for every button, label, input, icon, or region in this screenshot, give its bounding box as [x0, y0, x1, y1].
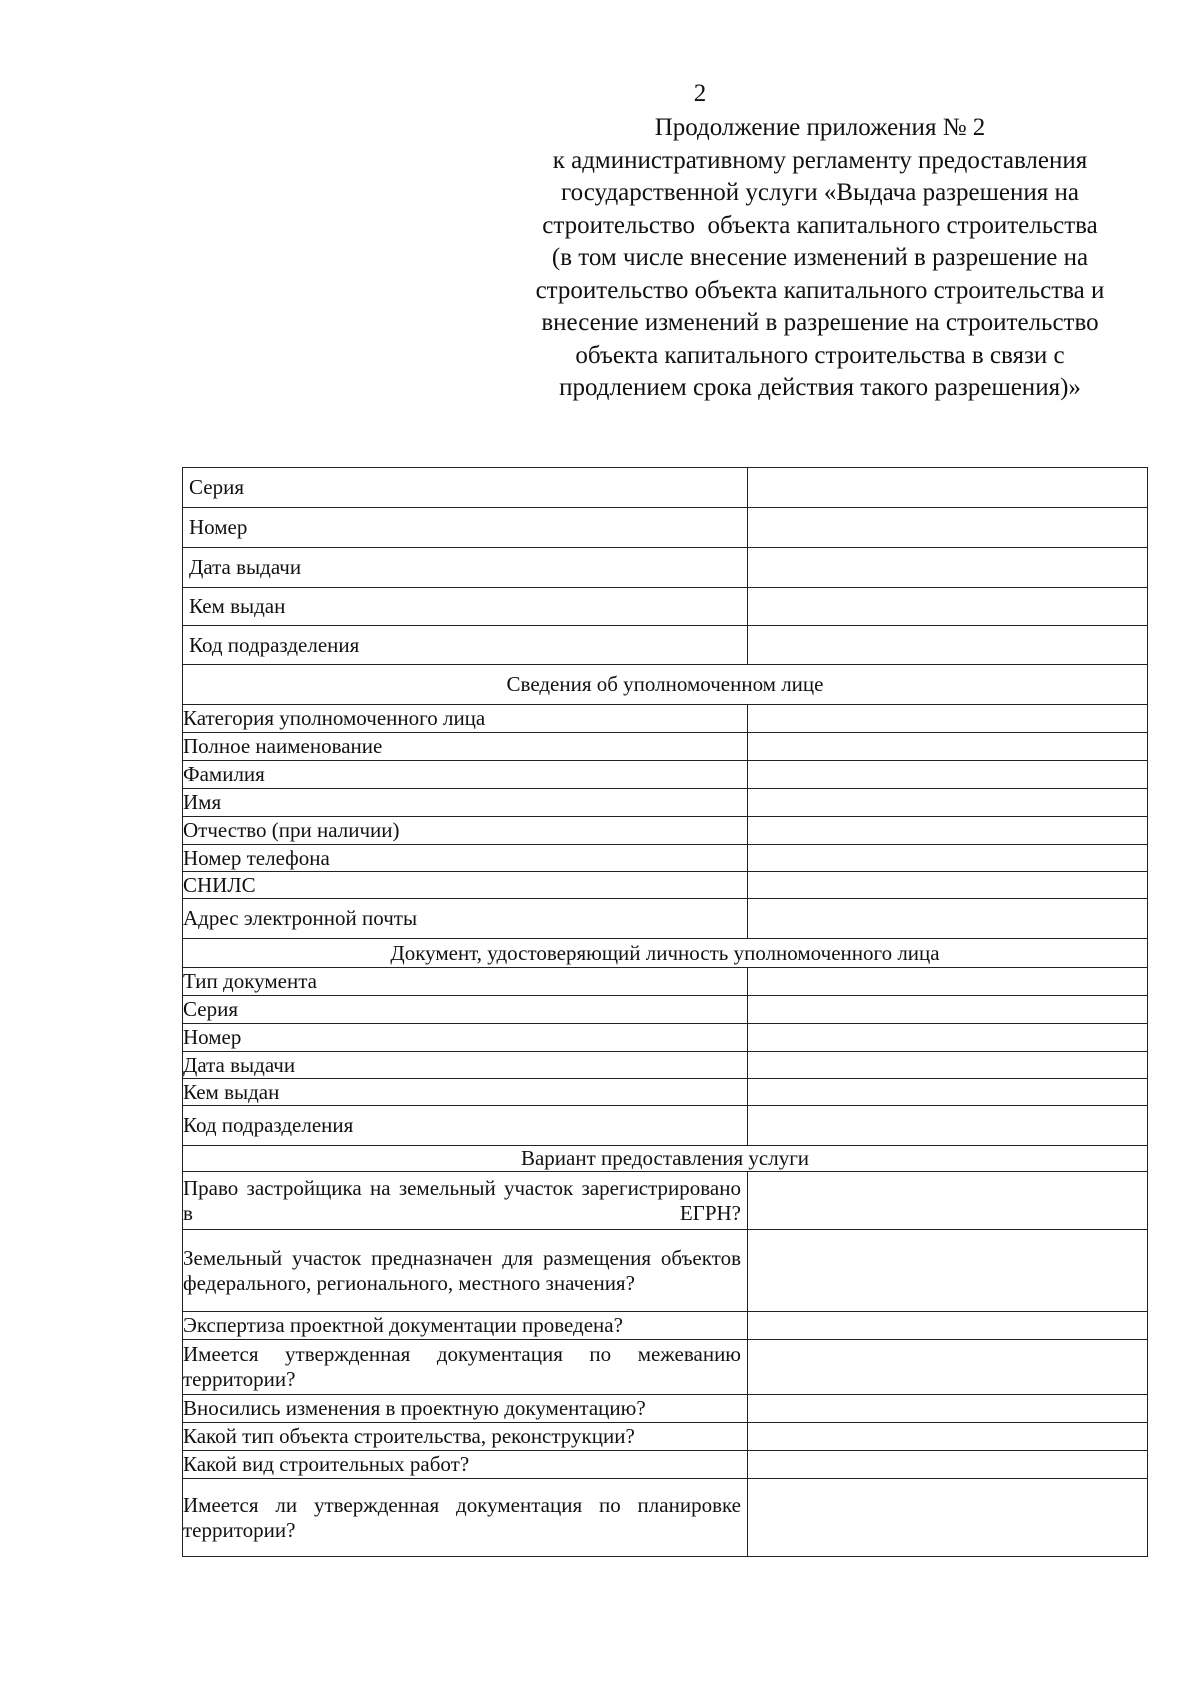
header-line: продлением срока действия такого разрешения)» [559, 374, 1081, 401]
row-label: Код подразделения [183, 1106, 748, 1146]
row-label: Номер [183, 508, 748, 548]
table-row [183, 1340, 1148, 1395]
header-line: объекта капитального строительства в связи с [575, 341, 1065, 369]
value-cell[interactable] [748, 1451, 1148, 1479]
value-cell[interactable] [748, 899, 1148, 939]
table-row [183, 588, 1148, 626]
row-label: СНИЛС [183, 872, 748, 899]
value-cell[interactable] [748, 588, 1148, 626]
value-cell[interactable] [748, 789, 1148, 817]
row-label: Адрес электронной почты [183, 899, 748, 939]
value-cell[interactable] [748, 968, 1148, 996]
row-label: Серия [183, 468, 748, 508]
row-label: Имя [183, 789, 748, 817]
value-cell[interactable] [748, 1423, 1148, 1451]
header-line: внесение изменений в разрешение на строительство [541, 309, 1099, 336]
table-row [183, 1172, 1148, 1230]
table-row [183, 996, 1148, 1024]
table-row [183, 789, 1148, 817]
value-cell[interactable] [748, 1024, 1148, 1052]
row-label: Земельный участок предназначен для размещения объектов федерального, регионального, местного значения? [183, 1230, 748, 1312]
row-label: Дата выдачи [183, 548, 748, 588]
header-line: (в том числе внесение изменений в разрешение на [551, 244, 1089, 271]
row-label: Номер телефона [183, 845, 748, 872]
value-cell[interactable] [748, 817, 1148, 845]
table-row [183, 845, 1148, 872]
value-cell[interactable] [748, 1052, 1148, 1079]
value-cell[interactable] [748, 705, 1148, 733]
table-row [183, 761, 1148, 789]
section-header-row [183, 939, 1148, 968]
header-line: Продолжение приложения № 2 [654, 114, 986, 141]
table-row [183, 1423, 1148, 1451]
row-label: Тип документа [183, 968, 748, 996]
row-label: Вносились изменения в проектную документацию? [183, 1395, 748, 1423]
table-row [183, 705, 1148, 733]
row-label: Код подразделения [183, 626, 748, 665]
value-cell[interactable] [748, 1395, 1148, 1423]
row-label: Имеется утвержденная документация по межеванию территории? [183, 1340, 748, 1395]
row-label: Серия [183, 996, 748, 1024]
header-line: строительство объекта капитального строительства и [535, 276, 1105, 304]
row-label: Полное наименование [183, 733, 748, 761]
section-title-identity: Документ, удостоверяющий личность уполномоченного лица [183, 939, 1148, 968]
table-row [183, 1079, 1148, 1106]
value-cell[interactable] [748, 508, 1148, 548]
row-label: Право застройщика на земельный участок зарегистрировано в ЕГРН? [183, 1172, 748, 1230]
row-label: Какой тип объекта строительства, реконструкции? [183, 1423, 748, 1451]
value-cell[interactable] [748, 1172, 1148, 1230]
table-row [183, 1106, 1148, 1146]
header-line: строительство объекта капитального строительства [542, 211, 1098, 239]
table-row [183, 817, 1148, 845]
row-label: Фамилия [183, 761, 748, 789]
table-row [183, 548, 1148, 588]
row-label: Номер [183, 1024, 748, 1052]
section-title-authorized: Сведения об уполномоченном лице [183, 665, 1148, 705]
row-label: Категория уполномоченного лица [183, 705, 748, 733]
table-row [183, 968, 1148, 996]
header-line: к административному регламенту предоставления [552, 146, 1088, 174]
value-cell[interactable] [748, 626, 1148, 665]
table-row [183, 1024, 1148, 1052]
section-header-row [183, 665, 1148, 705]
value-cell[interactable] [748, 1479, 1148, 1557]
value-cell[interactable] [748, 761, 1148, 789]
value-cell[interactable] [748, 1230, 1148, 1312]
row-label: Отчество (при наличии) [183, 817, 748, 845]
section-header-row [183, 1146, 1148, 1172]
row-label: Экспертиза проектной документации проведена? [183, 1312, 748, 1340]
value-cell[interactable] [748, 1079, 1148, 1106]
value-cell[interactable] [748, 872, 1148, 899]
row-label: Дата выдачи [183, 1052, 748, 1079]
table-row [183, 508, 1148, 548]
header-line: государственной услуги «Выдача разрешения на [561, 179, 1079, 206]
application-form-table [182, 467, 1148, 1557]
row-label: Кем выдан [183, 588, 748, 626]
row-label: Какой вид строительных работ? [183, 1451, 748, 1479]
appendix-header [480, 112, 1160, 405]
row-label: Кем выдан [183, 1079, 748, 1106]
page-number: 2 [693, 80, 707, 107]
table-row [183, 626, 1148, 665]
table-row [183, 1052, 1148, 1079]
value-cell[interactable] [748, 845, 1148, 872]
table-row [183, 1230, 1148, 1312]
table-row [183, 468, 1148, 508]
value-cell[interactable] [748, 1106, 1148, 1146]
value-cell[interactable] [748, 1312, 1148, 1340]
table-row [183, 1479, 1148, 1557]
value-cell[interactable] [748, 548, 1148, 588]
table-row [183, 1312, 1148, 1340]
value-cell[interactable] [748, 996, 1148, 1024]
table-row [183, 872, 1148, 899]
row-label: Имеется ли утвержденная документация по планировке территории? [183, 1479, 748, 1557]
table-row [183, 1395, 1148, 1423]
value-cell[interactable] [748, 468, 1148, 508]
table-row [183, 733, 1148, 761]
section-title-variant: Вариант предоставления услуги [183, 1146, 1148, 1172]
value-cell[interactable] [748, 1340, 1148, 1395]
table-row [183, 899, 1148, 939]
table-row [183, 1451, 1148, 1479]
value-cell[interactable] [748, 733, 1148, 761]
